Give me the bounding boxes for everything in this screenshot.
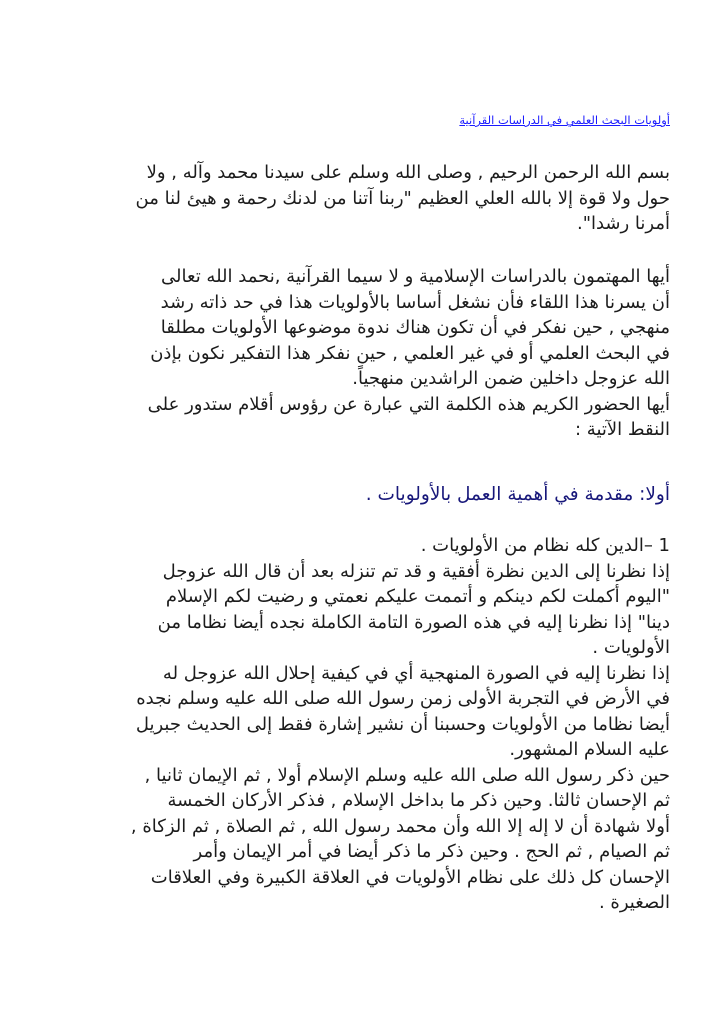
paragraph-line: في الأرض في التجربة الأولى زمن رسول الله صلى الله عليه وسلم نجده	[136, 688, 670, 709]
paragraph-line: الأولويات .	[592, 637, 670, 658]
paragraph-line: دينا" إذا نظرنا إليه في هذه الصورة التامة الكاملة نجده أيضا نظاما من	[157, 611, 670, 633]
intro-paragraph	[52, 160, 670, 237]
paragraph-line: أن يسرنا هذا اللقاء فأن نشغل أساسا بالأولويات هذا في حد ذاته رشد	[160, 291, 670, 313]
paragraph-line: أيها المهتمون بالدراسات الإسلامية و لا سيما القرآنية ,نحمد الله تعالى	[161, 266, 670, 287]
paragraph-line: الإحسان كل ذلك على نظام الأولويات في العلاقة الكبيرة وفي العلاقات	[150, 866, 670, 888]
paragraph-line: "اليوم أكملت لكم دينكم و أتممت عليكم نعمتي و رضيت لكم الإسلام	[165, 586, 670, 607]
paragraph-line: منهجي , حين نفكر في أن تكون هناك ندوة موضوعها الأولويات مطلقا	[160, 317, 670, 338]
paragraph-line: الله عزوجل داخلين ضمن الراشدين منهجياً.	[352, 368, 670, 389]
paragraph-line: ثم الإحسان ثالثا. وحين ذكر ما بداخل الإسلام , فذكر الأركان الخمسة	[167, 790, 670, 811]
paragraph-line: إذا نظرنا إلى الدين نظرة أفقية و قد تم تنزله بعد أن قال الله عزوجل	[162, 560, 670, 582]
paragraph-line: أولا شهادة أن لا إله إلا الله وأن محمد رسول الله , ثم الصلاة , ثم الزكاة ,	[130, 815, 670, 837]
paragraph-line: حول ولا قوة إلا بالله العلي العظيم "ربنا آتنا من لدنك رحمة و هيئ لنا من	[135, 187, 670, 209]
paragraph-line: في البحث العلمي أو في غير العلمي , حين نفكر هذا التفكير نكون بإذن	[150, 342, 670, 364]
second-paragraph	[52, 264, 670, 443]
paragraph-line: أيها الحضور الكريم هذه الكلمة التي عبارة عن رؤوس أقلام ستدور على	[147, 393, 670, 415]
section-heading: أولا: مقدمة في أهمية العمل بالأولويات .	[365, 484, 670, 505]
paragraph-line: أمرنا رشدا".	[576, 213, 670, 234]
paragraph-line: 1 –الدين كله نظام من الأولويات .	[420, 535, 670, 556]
paragraph-line: أيضا نظاما من الأولويات وحسبنا أن نشير إشارة فقط إلى الحديث جبريل	[135, 713, 670, 735]
paragraph-line: النقط الآتية :	[575, 419, 670, 440]
paragraph-line: الصغيرة .	[598, 892, 670, 913]
paragraph-line: عليه السلام المشهور.	[509, 739, 670, 760]
paragraph-line: حين ذكر رسول الله صلى الله عليه وسلم الإسلام أولا , ثم الإيمان ثانيا ,	[144, 764, 670, 786]
paragraph-line: ثم الصيام , ثم الحج . وحين ذكر ما ذكر أيضا في أمر الإيمان وأمر	[193, 841, 670, 862]
paragraph-line: إذا نظرنا إليه في الصورة المنهجية أي في كيفية إحلال الله عزوجل له	[162, 662, 670, 684]
paragraph-line: بسم الله الرحمن الرحيم , وصلى الله وسلم على سيدنا محمد وآله , ولا	[146, 162, 670, 183]
section-body	[52, 533, 670, 916]
document-title-link[interactable]: أولويات البحث العلمي في الدراسات القرآنية	[459, 113, 670, 127]
